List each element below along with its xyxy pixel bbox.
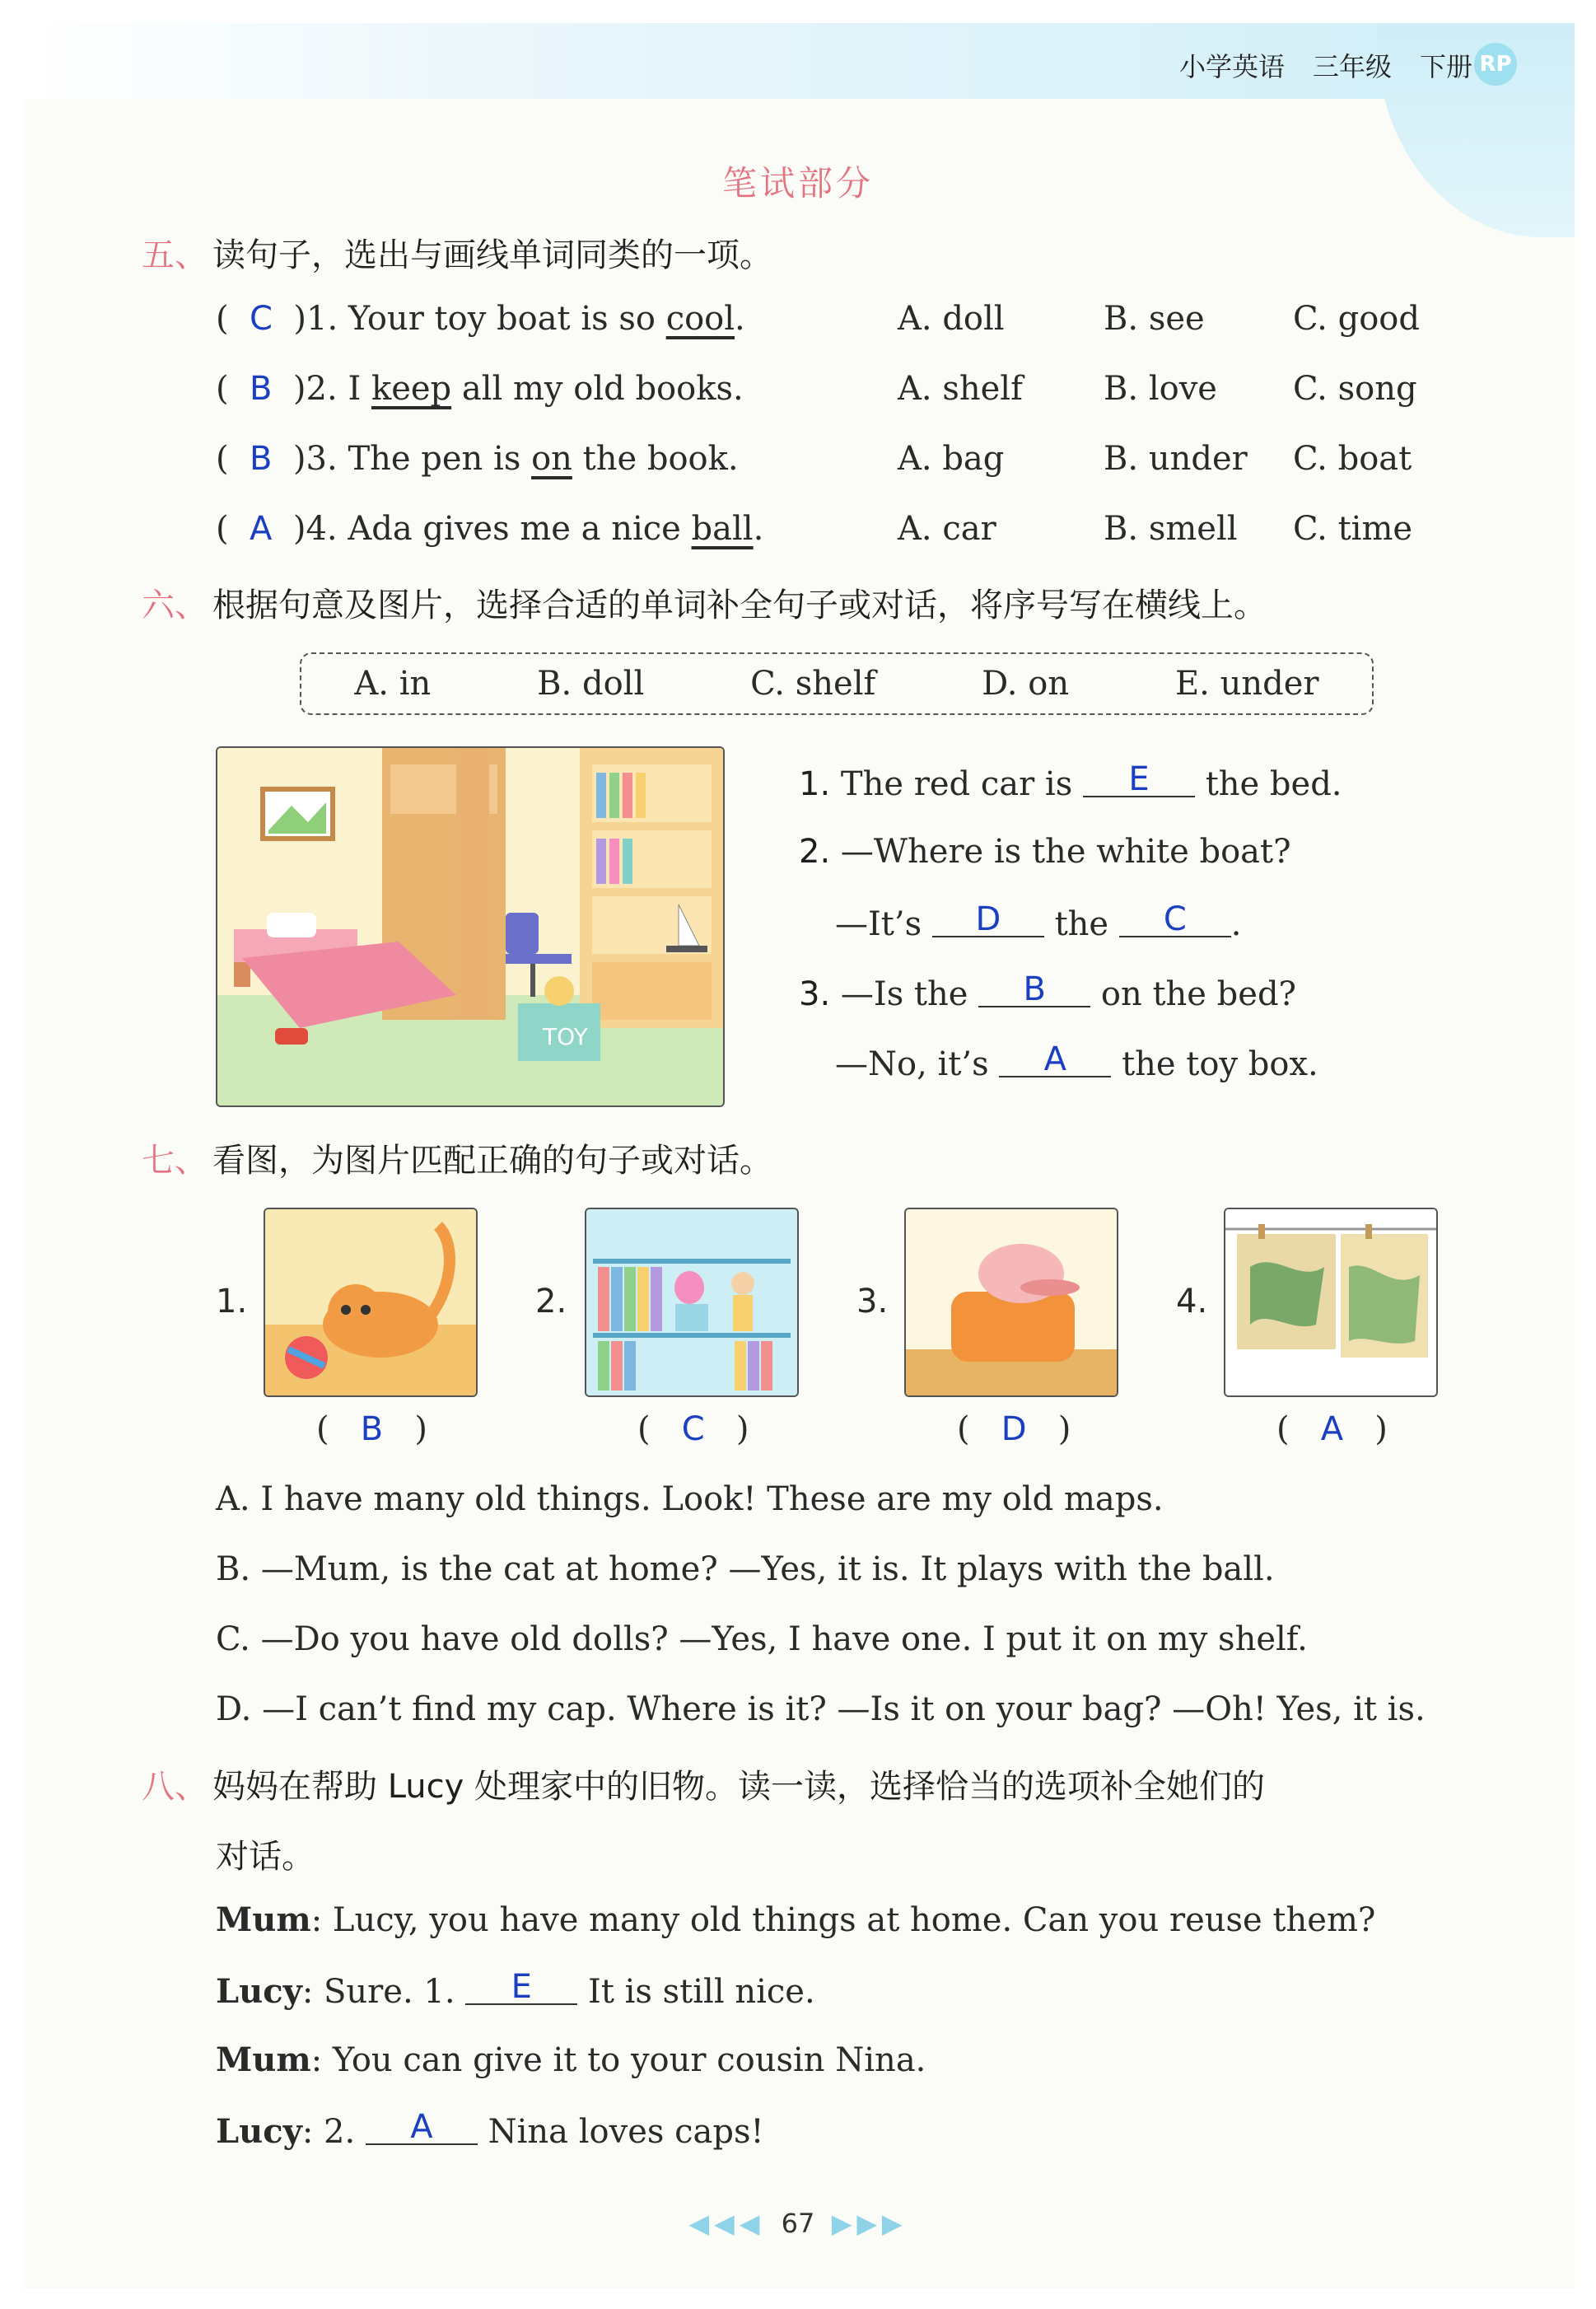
q7-pic-number: 3. (856, 1283, 889, 1320)
q6-blank-1: E (1083, 763, 1195, 797)
q6-sentence-2-question (799, 833, 1291, 871)
header-subject: 小学英语 (1178, 51, 1285, 82)
q7-pic-number: 1. (216, 1283, 248, 1320)
q6-blank-3b: A (999, 1043, 1111, 1077)
q6-sentence-text-end: the bed. (1205, 765, 1342, 803)
q6-blank-2a: D (932, 903, 1044, 937)
q8-dialog-line-2 (216, 1970, 815, 2011)
q7-answer-value: C (681, 1410, 705, 1448)
dialog-text-end: It is still nice. (588, 1973, 815, 2011)
q7-heading (142, 1134, 772, 1181)
q5-item-3: ( B )3. The pen is on the book. (216, 440, 739, 478)
q5-item-text-end: . (735, 300, 745, 338)
q5-underlined-word: ball (691, 510, 754, 548)
q8-instruction-line2: 对话。 (216, 1838, 315, 1876)
q7-answer-1: ( B ) (316, 1410, 427, 1448)
q6-dialog-answer-text: —No, it’s (835, 1045, 989, 1083)
q6-dialog-question: —Is the (840, 975, 968, 1013)
bookshelf-picture (585, 1208, 799, 1397)
q5-item-text-end: all my old books. (451, 370, 744, 408)
q5-item-text: Your toy boat is so (348, 300, 666, 338)
q5-answer-2: B (250, 370, 273, 408)
header-term: 下册 (1419, 51, 1472, 82)
q7-option-a: A. I have many old things. Look! These are my old maps. (216, 1480, 1164, 1518)
page-footer (0, 2208, 1596, 2239)
speaker: Lucy (216, 1972, 302, 2011)
q6-dialog-answer-text: —It’s (835, 905, 922, 943)
header-grade: 三年级 (1312, 51, 1392, 82)
q6-sentence-2-answer (835, 900, 1242, 943)
maps-image (1225, 1209, 1436, 1395)
dialog-text: Sure. 1. (324, 1973, 455, 2011)
page-number: 67 (781, 2208, 815, 2239)
q5-option-b: B. under (1104, 440, 1248, 478)
q6-sentence-1 (799, 760, 1342, 803)
q7-answer-value: D (1001, 1410, 1027, 1448)
q8-blank-1: E (465, 1970, 577, 2005)
bookshelf-image (586, 1209, 797, 1395)
q5-heading (142, 229, 772, 276)
q5-underlined-word: keep (371, 370, 452, 408)
q6-dialog-question-end: on the bed? (1100, 975, 1296, 1013)
q5-option-c: C. song (1293, 370, 1417, 408)
q8-dialog-line-4 (216, 2110, 764, 2151)
bag-and-cap-picture (904, 1208, 1118, 1397)
q5-option-c: C. good (1293, 300, 1420, 338)
dialog-text: Lucy, you have many old things at home. Can you reuse them? (332, 1901, 1376, 1939)
q6-dialog-answer-end: the toy box. (1122, 1045, 1318, 1083)
q5-option-a: A. bag (898, 440, 1005, 478)
speaker-colon: : (301, 2113, 314, 2151)
dialog-text: 2. (324, 2113, 356, 2151)
cat-image (265, 1209, 476, 1395)
header-meta (1179, 46, 1472, 84)
q5-answer-3: B (250, 440, 273, 478)
q5-item-number: 2. (306, 370, 338, 408)
q7-answer-4: ( A ) (1276, 1410, 1388, 1448)
q6-blank-3a: B (978, 973, 1090, 1007)
q6-item-number: 2. (799, 833, 831, 871)
q7-number: 七、 (142, 1142, 208, 1180)
speaker: Mum (216, 1900, 311, 1939)
q6-word-bank (300, 652, 1374, 715)
q5-option-c: C. boat (1293, 440, 1412, 478)
right-arrows-icon: ▶▶▶ (831, 2208, 908, 2239)
svg-text:TOY: TOY (543, 1023, 588, 1050)
q6-dialog-answer-mid: the (1054, 905, 1109, 943)
q6-sentence-3-question (799, 970, 1296, 1013)
dialog-text-end: Nina loves caps! (488, 2113, 764, 2151)
q6-heading (142, 579, 1267, 626)
q5-option-a: A. doll (898, 300, 1005, 338)
q6-blank-2b: C (1119, 903, 1231, 937)
q5-item-number: 4. (306, 510, 338, 548)
q7-pic-number: 4. (1176, 1283, 1208, 1320)
q5-item-number: 3. (306, 440, 338, 478)
q8-dialog-line-1 (216, 1900, 1375, 1939)
word-bank-option: B. doll (537, 665, 645, 703)
q5-item-number: 1. (306, 300, 338, 338)
word-bank-option: E. under (1174, 665, 1319, 703)
speaker: Mum (216, 2040, 311, 2079)
q5-answer-1: C (250, 300, 273, 338)
section-title: 笔试部分 (721, 163, 874, 203)
q5-instruction: 读句子，选出与画线单词同类的一项。 (212, 236, 772, 274)
q5-option-a: A. car (898, 510, 996, 548)
q5-option-b: B. see (1104, 300, 1205, 338)
q7-instruction: 看图，为图片匹配正确的句子或对话。 (212, 1142, 772, 1180)
q5-number: 五、 (142, 236, 208, 274)
dialog-text: You can give it to your cousin Nina. (332, 2041, 926, 2079)
q8-heading (142, 1760, 1265, 1807)
left-arrows-icon: ◀◀◀ (688, 2208, 765, 2239)
q8-number: 八、 (142, 1768, 208, 1806)
q5-item-2: ( B )2. I keep all my old books. (216, 370, 744, 408)
bag-and-cap-image (906, 1209, 1117, 1395)
speaker: Lucy (216, 2112, 302, 2151)
q8-dialog-line-3 (216, 2040, 926, 2079)
q8-instruction: 妈妈在帮助 Lucy 处理家中的旧物。读一读，选择恰当的选项补全她们的 (212, 1768, 1266, 1806)
q5-option-b: B. love (1104, 370, 1217, 408)
word-bank-option: D. on (982, 665, 1070, 703)
q7-pic-number: 2. (535, 1283, 567, 1320)
bedroom-illustration (216, 746, 725, 1107)
q7-option-d: D. —I can’t find my cap. Where is it? —Is it on your bag? —Oh! Yes, it is. (216, 1690, 1426, 1728)
maps-picture (1224, 1208, 1438, 1397)
q5-answer-4: A (250, 510, 273, 548)
q5-item-text: Ada gives me a nice (348, 510, 692, 548)
rp-badge: RP (1474, 43, 1517, 86)
cat-picture (264, 1208, 478, 1397)
speaker-colon: : (310, 2041, 323, 2079)
word-bank-option: A. in (354, 665, 432, 703)
q5-underlined-word: on (531, 440, 572, 478)
q6-sentence-3-answer (835, 1040, 1318, 1083)
q5-item-4: ( A )4. Ada gives me a nice ball. (216, 510, 764, 548)
q6-dialog-answer-end: . (1230, 905, 1242, 943)
q6-item-number: 3. (799, 975, 831, 1013)
q7-option-c: C. —Do you have old dolls? —Yes, I have one. I put it on my shelf. (216, 1620, 1308, 1658)
bedroom-image (217, 748, 723, 1105)
q5-option-a: A. shelf (898, 370, 1023, 408)
q7-answer-value: B (360, 1410, 384, 1448)
q5-item-text: I (348, 370, 371, 408)
q5-item-1: ( C )1. Your toy boat is so cool. (216, 300, 745, 338)
q5-option-c: C. time (1293, 510, 1413, 548)
q7-answer-2: ( C ) (637, 1410, 749, 1448)
speaker-colon: : (310, 1901, 323, 1939)
q5-underlined-word: cool (665, 300, 735, 338)
q6-instruction: 根据句意及图片，选择合适的单词补全句子或对话，将序号写在横线上。 (212, 587, 1267, 624)
q6-dialog-question: —Where is the white boat? (840, 833, 1291, 871)
q6-sentence-text: The red car is (840, 765, 1073, 803)
q7-option-b: B. —Mum, is the cat at home? —Yes, it is. It plays with the ball. (216, 1550, 1275, 1588)
q5-item-text-end: . (753, 510, 764, 548)
speaker-colon: : (301, 1973, 314, 2011)
q5-item-text-end: the book. (572, 440, 739, 478)
q7-answer-value: A (1320, 1410, 1344, 1448)
q6-number: 六、 (142, 587, 208, 624)
q7-answer-3: ( D ) (957, 1410, 1071, 1448)
word-bank-option: C. shelf (750, 665, 876, 703)
q5-item-text: The pen is (348, 440, 532, 478)
q6-item-number: 1. (799, 765, 831, 803)
q5-option-b: B. smell (1104, 510, 1238, 548)
q8-blank-2: A (366, 2110, 478, 2145)
